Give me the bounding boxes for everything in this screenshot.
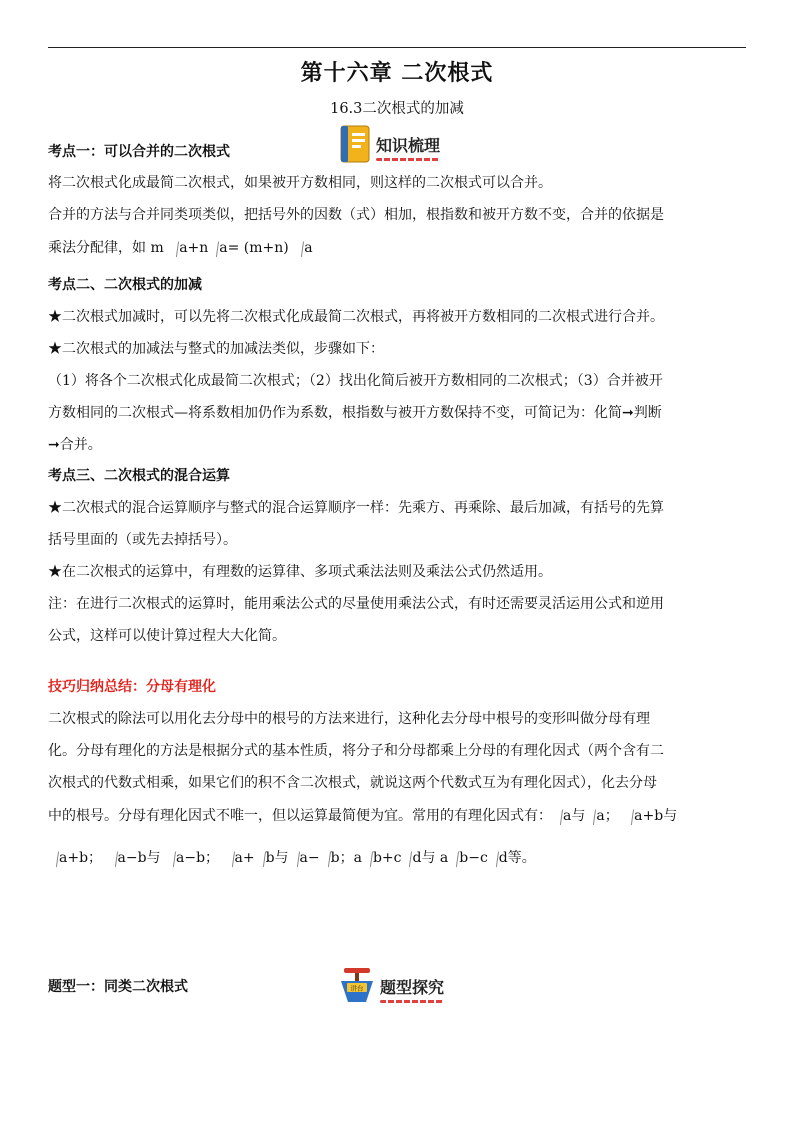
sqrt-segment: b与 bbox=[257, 848, 289, 868]
kp2-line2: ★二次根式的加减法与整式的加减法类似，步骤如下： bbox=[48, 341, 384, 357]
kp2-line3: （1）将各个二次根式化成最简二次根式；（2）找出化简后被开方数相同的二次根式；（3）合并被开 bbox=[48, 373, 663, 389]
kp2-heading: 考点二、二次根式的加减 bbox=[48, 277, 202, 293]
knowledge-badge-label: 知识梳理 bbox=[376, 133, 440, 156]
kp3-line1: ★二次根式的混合运算顺序与整式的混合运算顺序一样：先乘方、再乘除、最后加减，有括号的先算 bbox=[48, 500, 664, 516]
sqrt-segment: a+b； bbox=[50, 848, 102, 868]
sqrt-segment: b−c bbox=[450, 848, 488, 868]
kp3-line4: 注：在进行二次根式的运算时，能用乘法公式的尽量使用乘法公式，有时还需要灵活运用公式和逆用 bbox=[48, 596, 664, 612]
sqrt-segment: a−b； bbox=[167, 848, 219, 868]
kp1-line2: 合并的方法与合并同类项类似，把括号外的因数（式）相加，根指数和被开方数不变，合并的依据是 bbox=[48, 207, 664, 223]
explore-badge-label: 题型探究 bbox=[380, 975, 444, 998]
sqrt-a-segment: a= (m+n) bbox=[210, 238, 288, 258]
sqrt-segment: d与 a bbox=[403, 848, 448, 868]
kp1-heading: 考点一：可以合并的二次根式 bbox=[48, 144, 230, 160]
sqrt-segment: a+b与 bbox=[625, 806, 677, 826]
sqrt-segment: a+ bbox=[226, 848, 255, 868]
tip-heading: 技巧归纳总结：分母有理化 bbox=[48, 679, 216, 695]
kp3-line5: 公式，这样可以使计算过程大大化简。 bbox=[48, 628, 286, 644]
sqrt-segment: a与 bbox=[554, 806, 585, 826]
kp2-line1: ★二次根式加减时，可以先将二次根式化成最简二次根式，再将被开方数相同的二次根式进行合并。 bbox=[48, 309, 664, 325]
explore-badge bbox=[338, 964, 444, 1008]
section-title: 16.3二次根式的加减 bbox=[330, 101, 464, 117]
kp1-line3 bbox=[48, 238, 746, 258]
tip-line1: 二次根式的除法可以用化去分母中的根号的方法来进行，这种化去分母中根号的变形叫做分母有理 bbox=[48, 711, 650, 727]
sqrt-segment: a−b与 bbox=[109, 848, 161, 868]
sqrt-segment: b+c bbox=[364, 848, 402, 868]
text-segment: 乘法分配律，如 m bbox=[48, 240, 169, 256]
chapter-title: 第十六章 二次根式 bbox=[300, 61, 494, 86]
sqrt-segment: b；a bbox=[322, 848, 362, 868]
sqrt-a-segment: a+n bbox=[170, 238, 208, 258]
top-rule bbox=[48, 47, 746, 48]
kp3-line3: ★在二次根式的运算中，有理数的运算律、多项式乘法法则及乘法公式仍然适用。 bbox=[48, 564, 552, 580]
sqrt-segment: a− bbox=[291, 848, 320, 868]
kp3-line2: 括号里面的（或先去掉括号）。 bbox=[48, 532, 237, 548]
kp2-line5: ➞合并。 bbox=[48, 437, 102, 453]
sqrt-a-segment: a bbox=[295, 238, 312, 258]
kp3-heading: 考点三、二次根式的混合运算 bbox=[48, 468, 230, 484]
q1-heading: 题型一：同类二次根式 bbox=[48, 979, 188, 995]
text-segment: 中的根号。分母有理化因式不唯一，但以运算最简便为宜。常用的有理化因式有： bbox=[48, 808, 552, 824]
podium-icon bbox=[338, 964, 376, 1008]
tip-line4 bbox=[48, 806, 746, 826]
podium-label: 讲台 bbox=[350, 984, 364, 993]
sqrt-segment: a； bbox=[587, 806, 618, 826]
sqrt-segment: d等。 bbox=[490, 848, 536, 868]
kp2-line4: 方数相同的二次根式—将系数相加仍作为系数，根指数与被开方数保持不变，可简记为：化简➞判断 bbox=[48, 405, 662, 421]
tip-line2: 化。分母有理化的方法是根据分式的基本性质，将分子和分母都乘上分母的有理化因式（两个含有二 bbox=[48, 743, 664, 759]
tip-line5 bbox=[48, 848, 746, 868]
kp1-line1: 将二次根式化成最简二次根式，如果被开方数相同，则这样的二次根式可以合并。 bbox=[48, 175, 552, 191]
tip-line3: 次根式的代数式相乘，如果它们的积不含二次根式，就说这两个代数式互为有理化因式），化去分母 bbox=[48, 775, 657, 791]
